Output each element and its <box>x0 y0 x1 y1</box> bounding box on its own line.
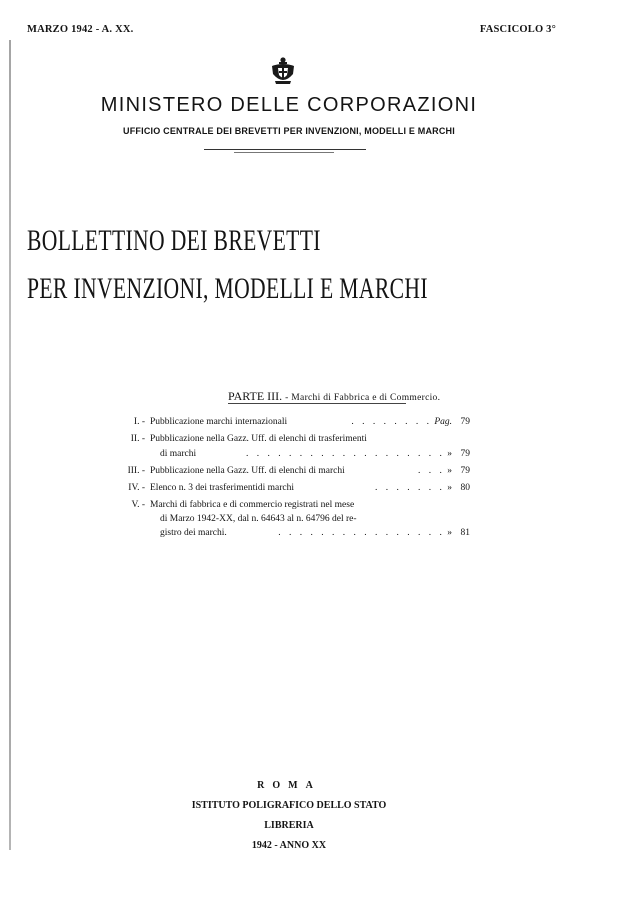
toc-page-label: Pag. <box>434 417 452 427</box>
toc-entry-prefix <box>375 483 452 493</box>
toc-entry-number: V. - <box>131 500 145 510</box>
coat-of-arms-icon <box>270 56 296 86</box>
toc-entry-text: Pubblicazione nella Gazz. Uff. di elenchi di marchi <box>150 466 345 476</box>
toc-leader-dots: . . . . . . . . . . . . . . . . . . . <box>246 449 445 459</box>
toc-page-number: 80 <box>460 483 470 493</box>
toc-page-number: 79 <box>460 417 470 427</box>
part-subtitle: - Marchi di Fabbrica e di Commercio. <box>285 393 441 403</box>
part-heading <box>228 389 440 404</box>
toc-entry-prefix <box>246 449 452 459</box>
toc-entry-continuation <box>110 449 470 466</box>
toc-ditto-mark: » <box>447 528 452 538</box>
page-edge-shadow <box>9 40 11 850</box>
part-underline <box>228 403 406 404</box>
toc-entry-text: Pubblicazione nella Gazz. Uff. di elenchi di trasferimenti <box>150 434 367 444</box>
header-divider <box>204 149 366 152</box>
ministry-name: MINISTERO DELLE CORPORAZIONI <box>100 94 478 116</box>
toc-entry <box>110 417 470 434</box>
toc-entry <box>110 500 470 514</box>
toc-entry-text: Pubblicazione marchi internazionali <box>150 417 288 427</box>
issue-date: MARZO 1942 - A. XX. <box>27 24 134 35</box>
toc-ditto-mark: » <box>447 483 452 493</box>
toc-entry-prefix <box>278 528 452 538</box>
footer-city: ROMA <box>257 780 321 791</box>
toc-entry-number: III. - <box>127 466 145 476</box>
footer-library: LIBRERIA <box>264 820 314 831</box>
toc-leader-dots: . . . . . . . <box>375 483 445 493</box>
toc-page-number: 79 <box>460 449 470 459</box>
footer-publisher: ISTITUTO POLIGRAFICO DELLO STATO <box>191 800 387 811</box>
toc-entry-number: IV. - <box>128 483 145 493</box>
toc-entry-prefix <box>418 466 452 476</box>
toc-entry-text: di marchi <box>160 449 197 459</box>
toc-entry-text: di Marzo 1942-XX, dal n. 64643 al n. 64796 del re- <box>160 514 357 524</box>
table-of-contents <box>110 417 470 542</box>
toc-leader-dots: . . . <box>418 466 445 476</box>
toc-ditto-mark: » <box>447 449 452 459</box>
toc-leader-dots: . . . . . . . . . . . . . . . . <box>278 528 445 538</box>
toc-entry-continuation <box>110 514 470 528</box>
toc-entry-number: II. - <box>130 434 145 444</box>
footer-year: 1942 - ANNO XX <box>251 840 327 851</box>
office-name: UFFICIO CENTRALE DEI BREVETTI PER INVENZIONI, MODELLI E MARCHI <box>123 126 455 136</box>
part-label: PARTE III. <box>228 389 283 403</box>
toc-entry <box>110 434 470 449</box>
toc-entry-text: gistro dei marchi. <box>160 528 227 538</box>
toc-entry-number: I. - <box>133 417 145 427</box>
toc-page-number: 81 <box>460 528 470 538</box>
toc-entry-prefix <box>351 417 452 427</box>
fascicle-number: FASCICOLO 3° <box>479 24 556 35</box>
toc-ditto-mark: » <box>447 466 452 476</box>
toc-page-number: 79 <box>460 466 470 476</box>
bulletin-title-line2: PER INVENZIONI, MODELLI E MARCHI <box>27 272 428 305</box>
publisher-footer <box>120 780 458 860</box>
toc-entry-text: Elenco n. 3 dei trasferimentidi marchi <box>150 483 295 493</box>
toc-entry <box>110 466 470 483</box>
bulletin-title-line1: BOLLETTINO DEI BREVETTI <box>27 224 321 257</box>
toc-entry-continuation <box>110 528 470 542</box>
toc-entry-text: Marchi di fabbrica e di commercio registrati nel mese <box>150 500 355 510</box>
toc-entry <box>110 483 470 500</box>
toc-leader-dots: . . . . . . . . <box>351 417 432 427</box>
